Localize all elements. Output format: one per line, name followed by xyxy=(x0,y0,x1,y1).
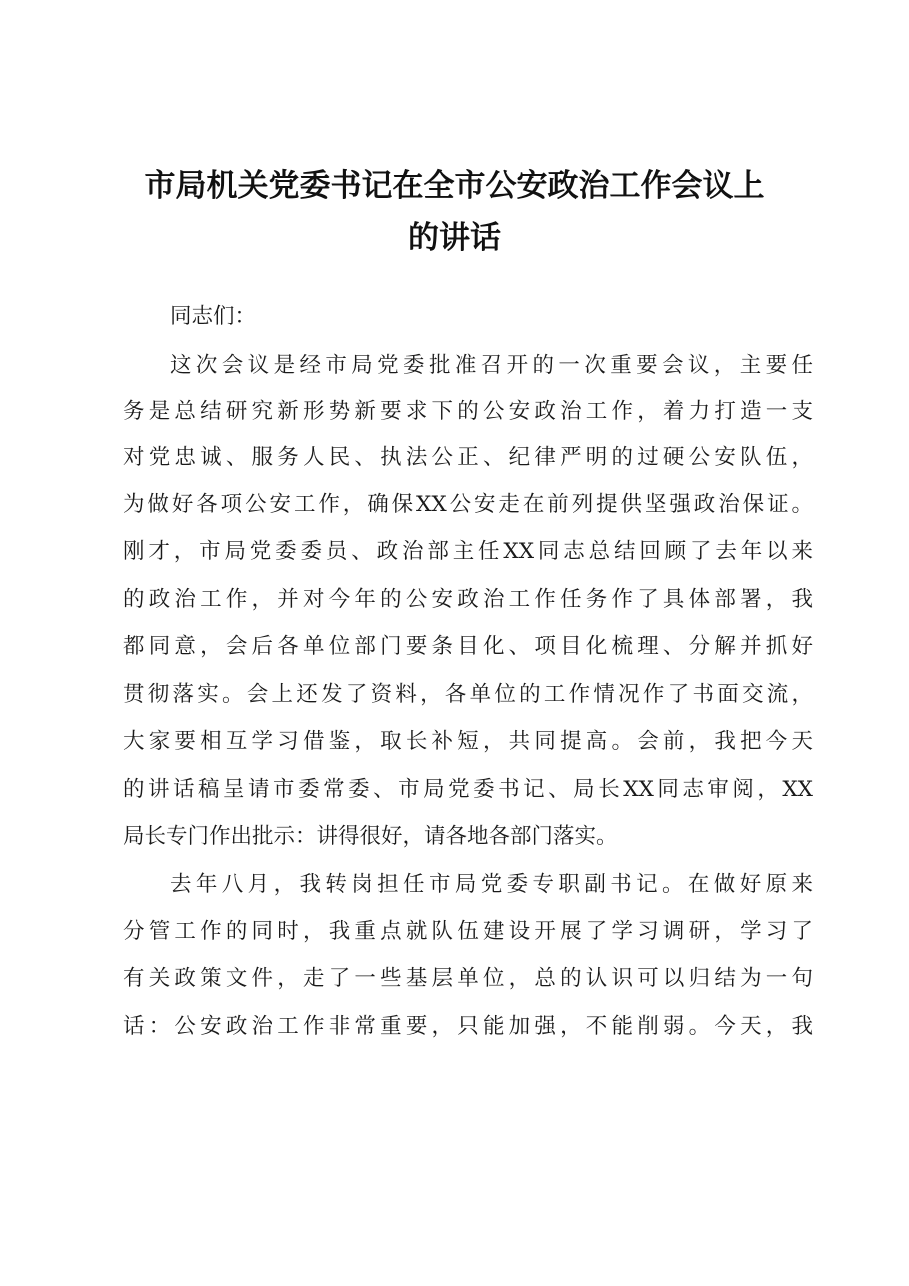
paragraph-1-line: 对党忠诚、服务人民、执法公正、纪律严明的过硬公安队伍， xyxy=(123,445,813,470)
document-title-line-2: 的讲话 xyxy=(408,220,501,256)
paragraph-1-line: 这次会议是经市局党委批准召开的一次重要会议，主要任 xyxy=(170,353,813,378)
paragraph-1-line: 为做好各项公安工作，确保XX公安走在前列提供坚强政治保证。 xyxy=(123,492,813,517)
paragraph-1-line: 的政治工作，并对今年的公安政治工作任务作了具体部署，我 xyxy=(123,587,813,612)
paragraph-1-line: 的讲话稿呈请市委常委、市局党委书记、局长XX同志审阅，XX xyxy=(123,777,813,802)
paragraph-1-line: 都同意，会后各单位部门要条目化、项目化梳理、分解并抓好 xyxy=(123,634,813,659)
paragraph-2-line: 话：公安政治工作非常重要，只能加强，不能削弱。今天，我 xyxy=(123,1014,813,1039)
paragraph-1-line: 局长专门作出批示：讲得很好，请各地各部门落实。 xyxy=(123,824,618,849)
paragraph-2-line: 有关政策文件，走了一些基层单位，总的认识可以归结为一句 xyxy=(123,966,813,991)
paragraph-1-line: 大家要相互学习借鉴，取长补短，共同提高。会前，我把今天 xyxy=(123,729,813,754)
paragraph-2-line: 分管工作的同时，我重点就队伍建设开展了学习调研，学习了 xyxy=(123,919,813,944)
paragraph-1-line: 务是总结研究新形势新要求下的公安政治工作，着力打造一支 xyxy=(123,399,813,424)
paragraph-1-line: 贯彻落实。会上还发了资料，各单位的工作情况作了书面交流， xyxy=(123,682,813,707)
salutation: 同志们： xyxy=(170,304,257,329)
document-title-line-1: 市局机关党委书记在全市公安政治工作会议上 xyxy=(144,168,765,204)
paragraph-2-line: 去年八月，我转岗担任市局党委专职副书记。在做好原来 xyxy=(170,872,813,897)
paragraph-1-line: 刚才，市局党委委员、政治部主任XX同志总结回顾了去年以来 xyxy=(123,539,813,564)
